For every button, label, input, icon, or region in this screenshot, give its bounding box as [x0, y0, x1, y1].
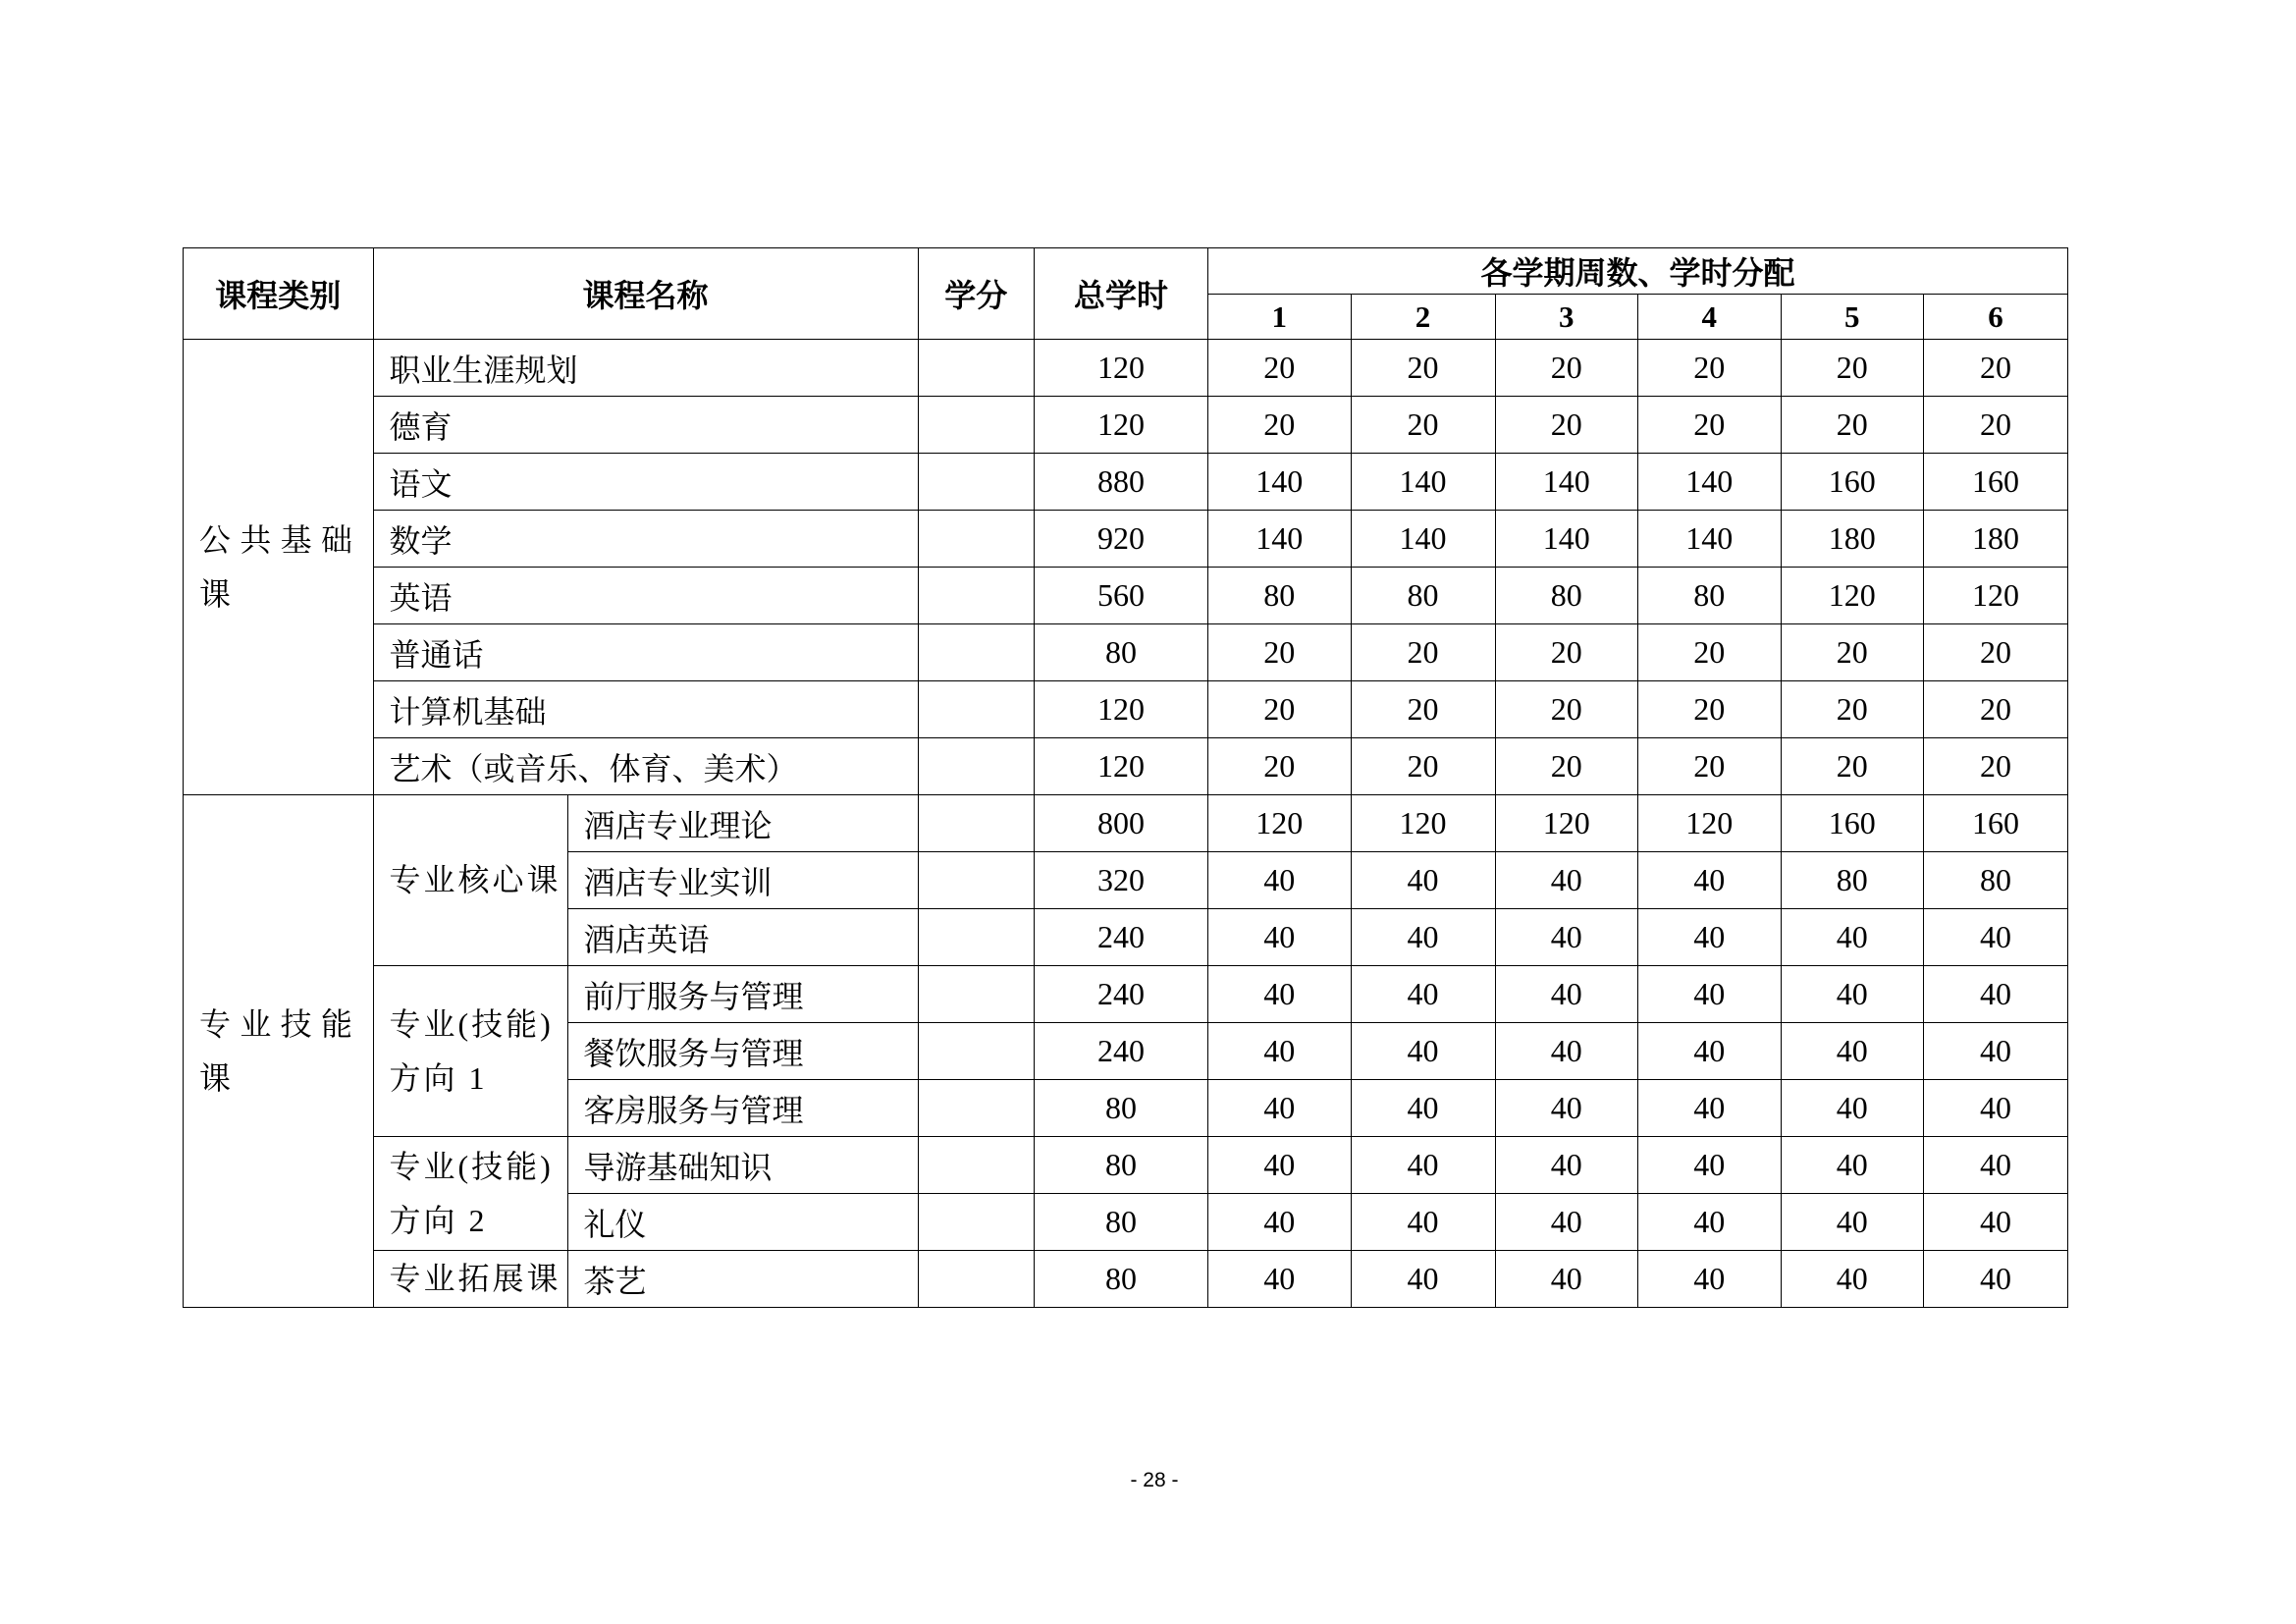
category-cell-professional — [184, 795, 374, 1308]
course-name-cell: 酒店专业理论 — [567, 795, 918, 852]
credit-cell — [918, 454, 1035, 511]
subcategory-cell-core — [373, 795, 567, 966]
course-name-cell: 酒店专业实训 — [567, 852, 918, 909]
semester-hours-cell: 160 — [1924, 795, 2068, 852]
course-name-cell: 语文 — [373, 454, 918, 511]
total-hours-cell: 80 — [1035, 1251, 1208, 1308]
semester-hours-cell: 40 — [1208, 1194, 1352, 1251]
credit-cell — [918, 966, 1035, 1023]
semester-hours-cell: 140 — [1351, 454, 1495, 511]
semester-hours-cell: 40 — [1351, 1080, 1495, 1137]
semester-hours-cell: 40 — [1638, 1080, 1782, 1137]
total-hours-cell: 80 — [1035, 1137, 1208, 1194]
semester-hours-cell: 80 — [1638, 568, 1782, 624]
header-row — [184, 248, 2068, 295]
course-name-cell: 礼仪 — [567, 1194, 918, 1251]
semester-hours-cell: 20 — [1924, 624, 2068, 681]
course-name-cell: 导游基础知识 — [567, 1137, 918, 1194]
semester-hours-cell: 40 — [1924, 1080, 2068, 1137]
semester-hours-cell: 140 — [1208, 454, 1352, 511]
category-label: 专业技能课 — [199, 1005, 360, 1096]
semester-hours-cell: 160 — [1924, 454, 2068, 511]
credit-cell — [918, 1251, 1035, 1308]
semester-hours-cell: 40 — [1495, 909, 1638, 966]
table-row — [184, 454, 2068, 511]
table-row — [184, 795, 2068, 852]
credit-cell — [918, 397, 1035, 454]
header-semester-3: 3 — [1495, 295, 1638, 340]
semester-hours-cell: 80 — [1924, 852, 2068, 909]
semester-hours-cell: 140 — [1638, 511, 1782, 568]
total-hours-cell: 240 — [1035, 1023, 1208, 1080]
semester-hours-cell: 40 — [1924, 1194, 2068, 1251]
course-name-cell: 职业生涯规划 — [373, 340, 918, 397]
semester-hours-cell: 80 — [1781, 852, 1924, 909]
course-name-cell: 前厅服务与管理 — [567, 966, 918, 1023]
subcategory-label: 专业(技能)方向 1 — [389, 1005, 554, 1096]
semester-hours-cell: 40 — [1781, 1251, 1924, 1308]
header-semester-2: 2 — [1351, 295, 1495, 340]
semester-hours-cell: 40 — [1638, 1137, 1782, 1194]
semester-hours-cell: 40 — [1351, 1194, 1495, 1251]
total-hours-cell: 80 — [1035, 1080, 1208, 1137]
semester-hours-cell: 40 — [1638, 1023, 1782, 1080]
semester-hours-cell: 80 — [1351, 568, 1495, 624]
header-semester-6: 6 — [1924, 295, 2068, 340]
subcategory-label: 专业拓展课 — [389, 1261, 561, 1296]
total-hours-cell: 240 — [1035, 909, 1208, 966]
total-hours-cell: 120 — [1035, 681, 1208, 738]
semester-hours-cell: 120 — [1351, 795, 1495, 852]
semester-hours-cell: 40 — [1351, 966, 1495, 1023]
credit-cell — [918, 1137, 1035, 1194]
semester-hours-cell: 20 — [1495, 397, 1638, 454]
header-semester-4: 4 — [1638, 295, 1782, 340]
semester-hours-cell: 40 — [1638, 909, 1782, 966]
total-hours-cell: 560 — [1035, 568, 1208, 624]
semester-hours-cell: 40 — [1208, 1080, 1352, 1137]
subcategory-label: 专业核心课 — [389, 862, 561, 897]
semester-hours-cell: 20 — [1495, 681, 1638, 738]
semester-hours-cell: 20 — [1638, 624, 1782, 681]
semester-hours-cell: 40 — [1924, 1251, 2068, 1308]
course-name-cell: 茶艺 — [567, 1251, 918, 1308]
semester-hours-cell: 40 — [1351, 852, 1495, 909]
category-cell-public — [184, 340, 374, 795]
semester-hours-cell: 20 — [1208, 340, 1352, 397]
total-hours-cell: 800 — [1035, 795, 1208, 852]
table-row — [184, 966, 2068, 1023]
total-hours-cell: 240 — [1035, 966, 1208, 1023]
credit-cell — [918, 909, 1035, 966]
total-hours-cell: 120 — [1035, 738, 1208, 795]
total-hours-cell: 120 — [1035, 397, 1208, 454]
semester-hours-cell: 40 — [1924, 966, 2068, 1023]
category-label: 公共基础课 — [199, 521, 360, 612]
table-row — [184, 397, 2068, 454]
semester-hours-cell: 40 — [1208, 1023, 1352, 1080]
subcategory-cell-direction-2 — [373, 1137, 567, 1251]
semester-hours-cell: 40 — [1208, 909, 1352, 966]
semester-hours-cell: 40 — [1495, 852, 1638, 909]
subcategory-label: 专业(技能)方向 2 — [389, 1148, 554, 1238]
credit-cell — [918, 340, 1035, 397]
table-row — [184, 568, 2068, 624]
semester-hours-cell: 40 — [1351, 1251, 1495, 1308]
semester-hours-cell: 20 — [1638, 681, 1782, 738]
table-row — [184, 1137, 2068, 1194]
semester-hours-cell: 40 — [1638, 966, 1782, 1023]
table-row — [184, 340, 2068, 397]
credit-cell — [918, 738, 1035, 795]
credit-cell — [918, 1194, 1035, 1251]
semester-hours-cell: 40 — [1781, 1137, 1924, 1194]
total-hours-cell: 320 — [1035, 852, 1208, 909]
course-name-cell: 数学 — [373, 511, 918, 568]
course-table — [183, 247, 2068, 1308]
semester-hours-cell: 40 — [1638, 852, 1782, 909]
header-semester-1: 1 — [1208, 295, 1352, 340]
semester-hours-cell: 40 — [1208, 852, 1352, 909]
header-total-hours: 总学时 — [1035, 248, 1208, 340]
page-number: - 28 - — [1130, 1469, 1179, 1491]
total-hours-cell: 80 — [1035, 1194, 1208, 1251]
total-hours-cell: 920 — [1035, 511, 1208, 568]
course-name-cell: 客房服务与管理 — [567, 1080, 918, 1137]
credit-cell — [918, 1023, 1035, 1080]
credit-cell — [918, 568, 1035, 624]
semester-hours-cell: 20 — [1924, 681, 2068, 738]
semester-hours-cell: 40 — [1495, 966, 1638, 1023]
total-hours-cell: 880 — [1035, 454, 1208, 511]
semester-hours-cell: 40 — [1495, 1080, 1638, 1137]
semester-hours-cell: 40 — [1781, 909, 1924, 966]
semester-hours-cell: 120 — [1638, 795, 1782, 852]
semester-hours-cell: 40 — [1638, 1251, 1782, 1308]
semester-hours-cell: 20 — [1638, 340, 1782, 397]
semester-hours-cell: 120 — [1495, 795, 1638, 852]
semester-hours-cell: 180 — [1924, 511, 2068, 568]
semester-hours-cell: 140 — [1495, 511, 1638, 568]
semester-hours-cell: 20 — [1924, 340, 2068, 397]
semester-hours-cell: 40 — [1208, 1251, 1352, 1308]
semester-hours-cell: 20 — [1781, 397, 1924, 454]
credit-cell — [918, 624, 1035, 681]
total-hours-cell: 80 — [1035, 624, 1208, 681]
credit-cell — [918, 681, 1035, 738]
semester-hours-cell: 180 — [1781, 511, 1924, 568]
semester-hours-cell: 20 — [1781, 340, 1924, 397]
semester-hours-cell: 140 — [1208, 511, 1352, 568]
credit-cell — [918, 1080, 1035, 1137]
semester-hours-cell: 80 — [1208, 568, 1352, 624]
semester-hours-cell: 20 — [1495, 624, 1638, 681]
semester-hours-cell: 20 — [1208, 624, 1352, 681]
semester-hours-cell: 20 — [1495, 340, 1638, 397]
subcategory-cell-extension — [373, 1251, 567, 1308]
header-course-name: 课程名称 — [373, 248, 918, 340]
semester-hours-cell: 40 — [1351, 909, 1495, 966]
semester-hours-cell: 40 — [1781, 1194, 1924, 1251]
semester-hours-cell: 160 — [1781, 795, 1924, 852]
semester-hours-cell: 140 — [1351, 511, 1495, 568]
table-row — [184, 624, 2068, 681]
header-semester-group: 各学期周数、学时分配 — [1208, 248, 2068, 295]
semester-hours-cell: 40 — [1781, 966, 1924, 1023]
semester-hours-cell: 20 — [1638, 738, 1782, 795]
semester-hours-cell: 40 — [1495, 1194, 1638, 1251]
semester-hours-cell: 20 — [1638, 397, 1782, 454]
semester-hours-cell: 40 — [1924, 909, 2068, 966]
semester-hours-cell: 20 — [1924, 397, 2068, 454]
course-name-cell: 酒店英语 — [567, 909, 918, 966]
semester-hours-cell: 120 — [1924, 568, 2068, 624]
semester-hours-cell: 20 — [1351, 681, 1495, 738]
semester-hours-cell: 20 — [1495, 738, 1638, 795]
semester-hours-cell: 40 — [1924, 1023, 2068, 1080]
semester-hours-cell: 40 — [1495, 1137, 1638, 1194]
semester-hours-cell: 120 — [1208, 795, 1352, 852]
header-credit: 学分 — [918, 248, 1035, 340]
semester-hours-cell: 160 — [1781, 454, 1924, 511]
credit-cell — [918, 795, 1035, 852]
semester-hours-cell: 20 — [1781, 738, 1924, 795]
semester-hours-cell: 40 — [1638, 1194, 1782, 1251]
semester-hours-cell: 80 — [1495, 568, 1638, 624]
semester-hours-cell: 20 — [1351, 397, 1495, 454]
header-semester-5: 5 — [1781, 295, 1924, 340]
semester-hours-cell: 40 — [1208, 1137, 1352, 1194]
semester-hours-cell: 140 — [1495, 454, 1638, 511]
course-name-cell: 普通话 — [373, 624, 918, 681]
semester-hours-cell: 20 — [1351, 340, 1495, 397]
semester-hours-cell: 40 — [1781, 1023, 1924, 1080]
table-row — [184, 1251, 2068, 1308]
header-category: 课程类别 — [184, 248, 374, 340]
semester-hours-cell: 40 — [1495, 1023, 1638, 1080]
course-name-cell: 英语 — [373, 568, 918, 624]
course-name-cell: 艺术（或音乐、体育、美术） — [373, 738, 918, 795]
semester-hours-cell: 40 — [1208, 966, 1352, 1023]
credit-cell — [918, 852, 1035, 909]
semester-hours-cell: 20 — [1351, 738, 1495, 795]
semester-hours-cell: 40 — [1495, 1251, 1638, 1308]
semester-hours-cell: 40 — [1924, 1137, 2068, 1194]
semester-hours-cell: 20 — [1208, 681, 1352, 738]
semester-hours-cell: 40 — [1351, 1023, 1495, 1080]
semester-hours-cell: 140 — [1638, 454, 1782, 511]
credit-cell — [918, 511, 1035, 568]
semester-hours-cell: 20 — [1351, 624, 1495, 681]
total-hours-cell: 120 — [1035, 340, 1208, 397]
semester-hours-cell: 120 — [1781, 568, 1924, 624]
semester-hours-cell: 40 — [1781, 1080, 1924, 1137]
course-name-cell: 计算机基础 — [373, 681, 918, 738]
semester-hours-cell: 20 — [1924, 738, 2068, 795]
subcategory-cell-direction-1 — [373, 966, 567, 1137]
course-name-cell: 餐饮服务与管理 — [567, 1023, 918, 1080]
table-row — [184, 511, 2068, 568]
semester-hours-cell: 40 — [1351, 1137, 1495, 1194]
table-row — [184, 738, 2068, 795]
semester-hours-cell: 20 — [1781, 681, 1924, 738]
semester-hours-cell: 20 — [1781, 624, 1924, 681]
course-name-cell: 德育 — [373, 397, 918, 454]
semester-hours-cell: 20 — [1208, 738, 1352, 795]
table-row — [184, 681, 2068, 738]
semester-hours-cell: 20 — [1208, 397, 1352, 454]
